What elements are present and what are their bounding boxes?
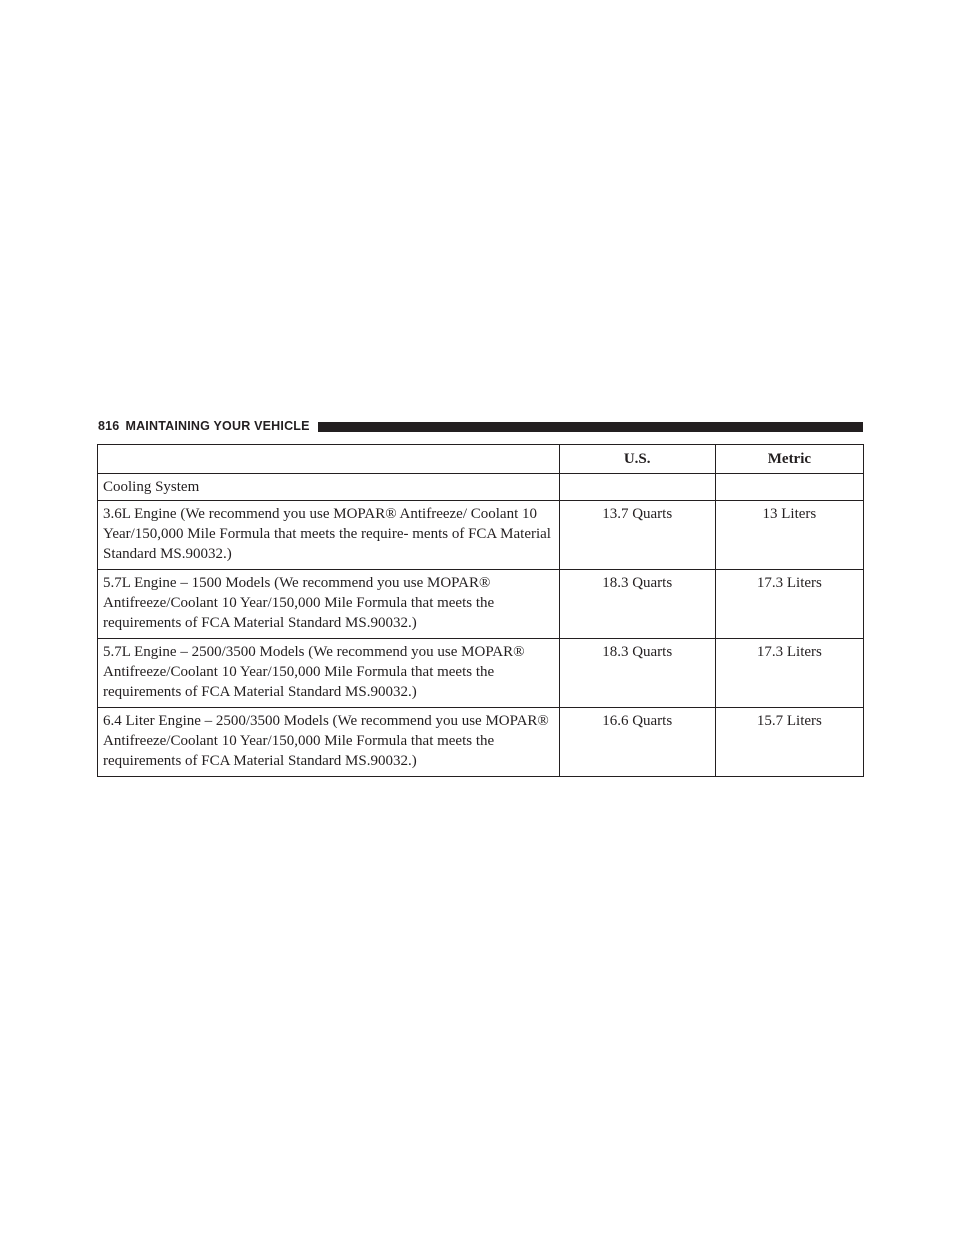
empty-cell [715,474,863,501]
row-metric-value: 13 Liters [715,501,863,570]
row-description: 5.7L Engine – 1500 Models (We recommend you use MOPAR® Antifreeze/Coolant 10 Year/150,000 Mile Formula that meets the requirements of FCA Material Standard MS.90032.) [98,570,560,639]
table-header-row [98,445,864,474]
empty-cell [559,474,715,501]
coolant-capacity-table [97,444,864,777]
section-label-cooling-system: Cooling System [98,474,560,501]
row-us-value: 18.3 Quarts [559,639,715,708]
row-metric-value: 17.3 Liters [715,639,863,708]
table-row [98,570,864,639]
header-rule [318,422,863,432]
page-header [98,417,863,435]
section-title: MAINTAINING YOUR VEHICLE [125,419,310,433]
row-us-value: 18.3 Quarts [559,570,715,639]
table-row [98,639,864,708]
row-metric-value: 15.7 Liters [715,708,863,777]
page-number: 816 [98,419,120,433]
row-description: 3.6L Engine (We recommend you use MOPAR® Antifreeze/ Coolant 10 Year/150,000 Mile Formula that meets the require- ments of FCA Material Standard MS.90032.) [98,501,560,570]
column-header-metric: Metric [715,445,863,474]
column-header-us: U.S. [559,445,715,474]
table-section-row [98,474,864,501]
row-description: 5.7L Engine – 2500/3500 Models (We recommend you use MOPAR® Antifreeze/Coolant 10 Year/150,000 Mile Formula that meets the requirements of FCA Material Standard MS.90032.) [98,639,560,708]
row-us-value: 13.7 Quarts [559,501,715,570]
row-us-value: 16.6 Quarts [559,708,715,777]
table-row [98,708,864,777]
row-description: 6.4 Liter Engine – 2500/3500 Models (We recommend you use MOPAR® Antifreeze/Coolant 10 Year/150,000 Mile Formula that meets the requirements of FCA Material Standard MS.90032.) [98,708,560,777]
column-header-description [98,445,560,474]
table-row [98,501,864,570]
row-metric-value: 17.3 Liters [715,570,863,639]
